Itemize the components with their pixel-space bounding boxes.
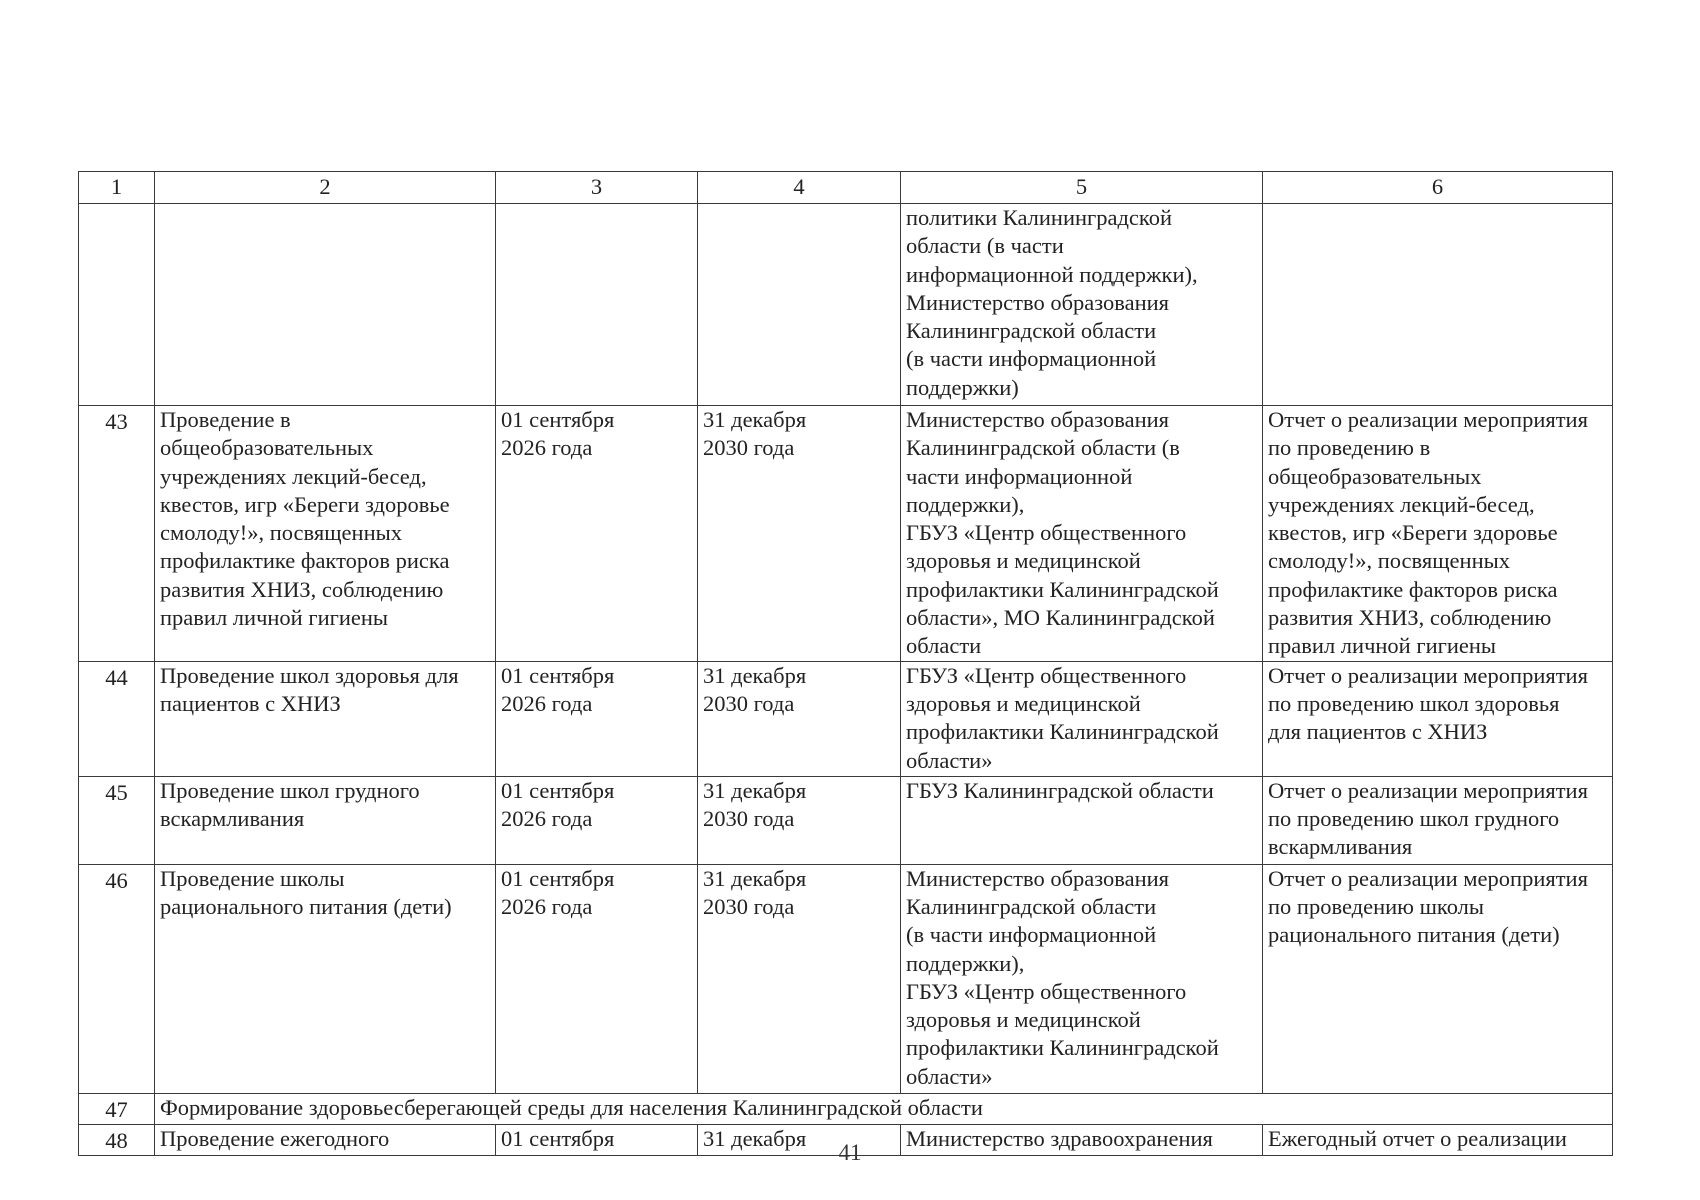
event-cell [155, 204, 496, 406]
start-date-cell [496, 204, 698, 406]
end-date-cell: 31 декабря 2030 года [698, 661, 901, 776]
column-numbers-row [79, 172, 1613, 204]
event-cell: Проведение школ грудного вскармливания [155, 776, 496, 864]
table-row-44 [79, 661, 1613, 776]
table-row-continuation [79, 204, 1613, 406]
executor-cell: ГБУЗ «Центр общественного здоровья и медицинской профилактики Калининградской области» [901, 661, 1263, 776]
executor-cell: ГБУЗ Калининградской области [901, 776, 1263, 864]
row-number [79, 204, 155, 406]
column-number-4: 4 [698, 172, 901, 204]
row-number: 47 [79, 1093, 155, 1124]
column-number-2: 2 [155, 172, 496, 204]
end-date-cell: 31 декабря [698, 1124, 901, 1155]
result-cell: Отчет о реализации мероприятия по проведению школ грудного вскармливания [1263, 776, 1613, 864]
table-row-46 [79, 864, 1613, 1093]
row-number: 46 [79, 864, 155, 1093]
start-date-cell: 01 сентября [496, 1124, 698, 1155]
section-row-47 [79, 1093, 1613, 1124]
row-number: 43 [79, 406, 155, 662]
event-cell: Проведение в общеобразовательных учреждениях лекций-бесед, квестов, игр «Береги здоровье смолоду!», посвященных профилактике факторов риска развития ХНИЗ, соблюдению правил личной гигиены [155, 406, 496, 662]
end-date-cell: 31 декабря 2030 года [698, 864, 901, 1093]
table-row-45 [79, 776, 1613, 864]
row-number: 44 [79, 661, 155, 776]
event-cell: Проведение школы рационального питания (дети) [155, 864, 496, 1093]
column-number-5: 5 [901, 172, 1263, 204]
start-date-cell: 01 сентября 2026 года [496, 406, 698, 662]
column-number-1: 1 [79, 172, 155, 204]
row-number: 48 [79, 1124, 155, 1155]
event-cell: Проведение школ здоровья для пациентов с ХНИЗ [155, 661, 496, 776]
column-number-6: 6 [1263, 172, 1613, 204]
page-number: 41 [838, 1140, 862, 1165]
event-cell: Проведение ежегодного [155, 1124, 496, 1155]
executor-cell: Министерство образования Калининградской области (в части информационной поддержки), ГБУЗ «Центр общественного здоровья и медицинской профилактики Калининградской области» [901, 864, 1263, 1093]
result-cell: Отчет о реализации мероприятия по проведению в общеобразовательных учреждениях лекций-бесед, квестов, игр «Береги здоровье смолоду!», посвященных профилактике факторов риска развития ХНИЗ, соблюдению правил личной гигиены [1263, 406, 1613, 662]
result-cell: Отчет о реализации мероприятия по проведению школы рационального питания (дети) [1263, 864, 1613, 1093]
column-number-3: 3 [496, 172, 698, 204]
executor-cell: политики Калининградской области (в части информационной поддержки), Министерство образования Калининградской области (в части информационной поддержки) [901, 204, 1263, 406]
section-title: Формирование здоровьесберегающей среды для населения Калининградской области [155, 1093, 1613, 1124]
row-number: 45 [79, 776, 155, 864]
end-date-cell [698, 204, 901, 406]
end-date-cell: 31 декабря 2030 года [698, 776, 901, 864]
result-cell: Ежегодный отчет о реализации [1263, 1124, 1613, 1155]
result-cell: Отчет о реализации мероприятия по проведению школ здоровья для пациентов с ХНИЗ [1263, 661, 1613, 776]
start-date-cell: 01 сентября 2026 года [496, 661, 698, 776]
table-row-43 [79, 406, 1613, 662]
executor-cell: Министерство здравоохранения [901, 1124, 1263, 1155]
action-plan-table [78, 171, 1613, 1156]
end-date-cell: 31 декабря 2030 года [698, 406, 901, 662]
result-cell [1263, 204, 1613, 406]
start-date-cell: 01 сентября 2026 года [496, 776, 698, 864]
executor-cell: Министерство образования Калининградской области (в части информационной поддержки), ГБУЗ «Центр общественного здоровья и медицинской профилактики Калининградской области», МО Калининградской области [901, 406, 1263, 662]
start-date-cell: 01 сентября 2026 года [496, 864, 698, 1093]
